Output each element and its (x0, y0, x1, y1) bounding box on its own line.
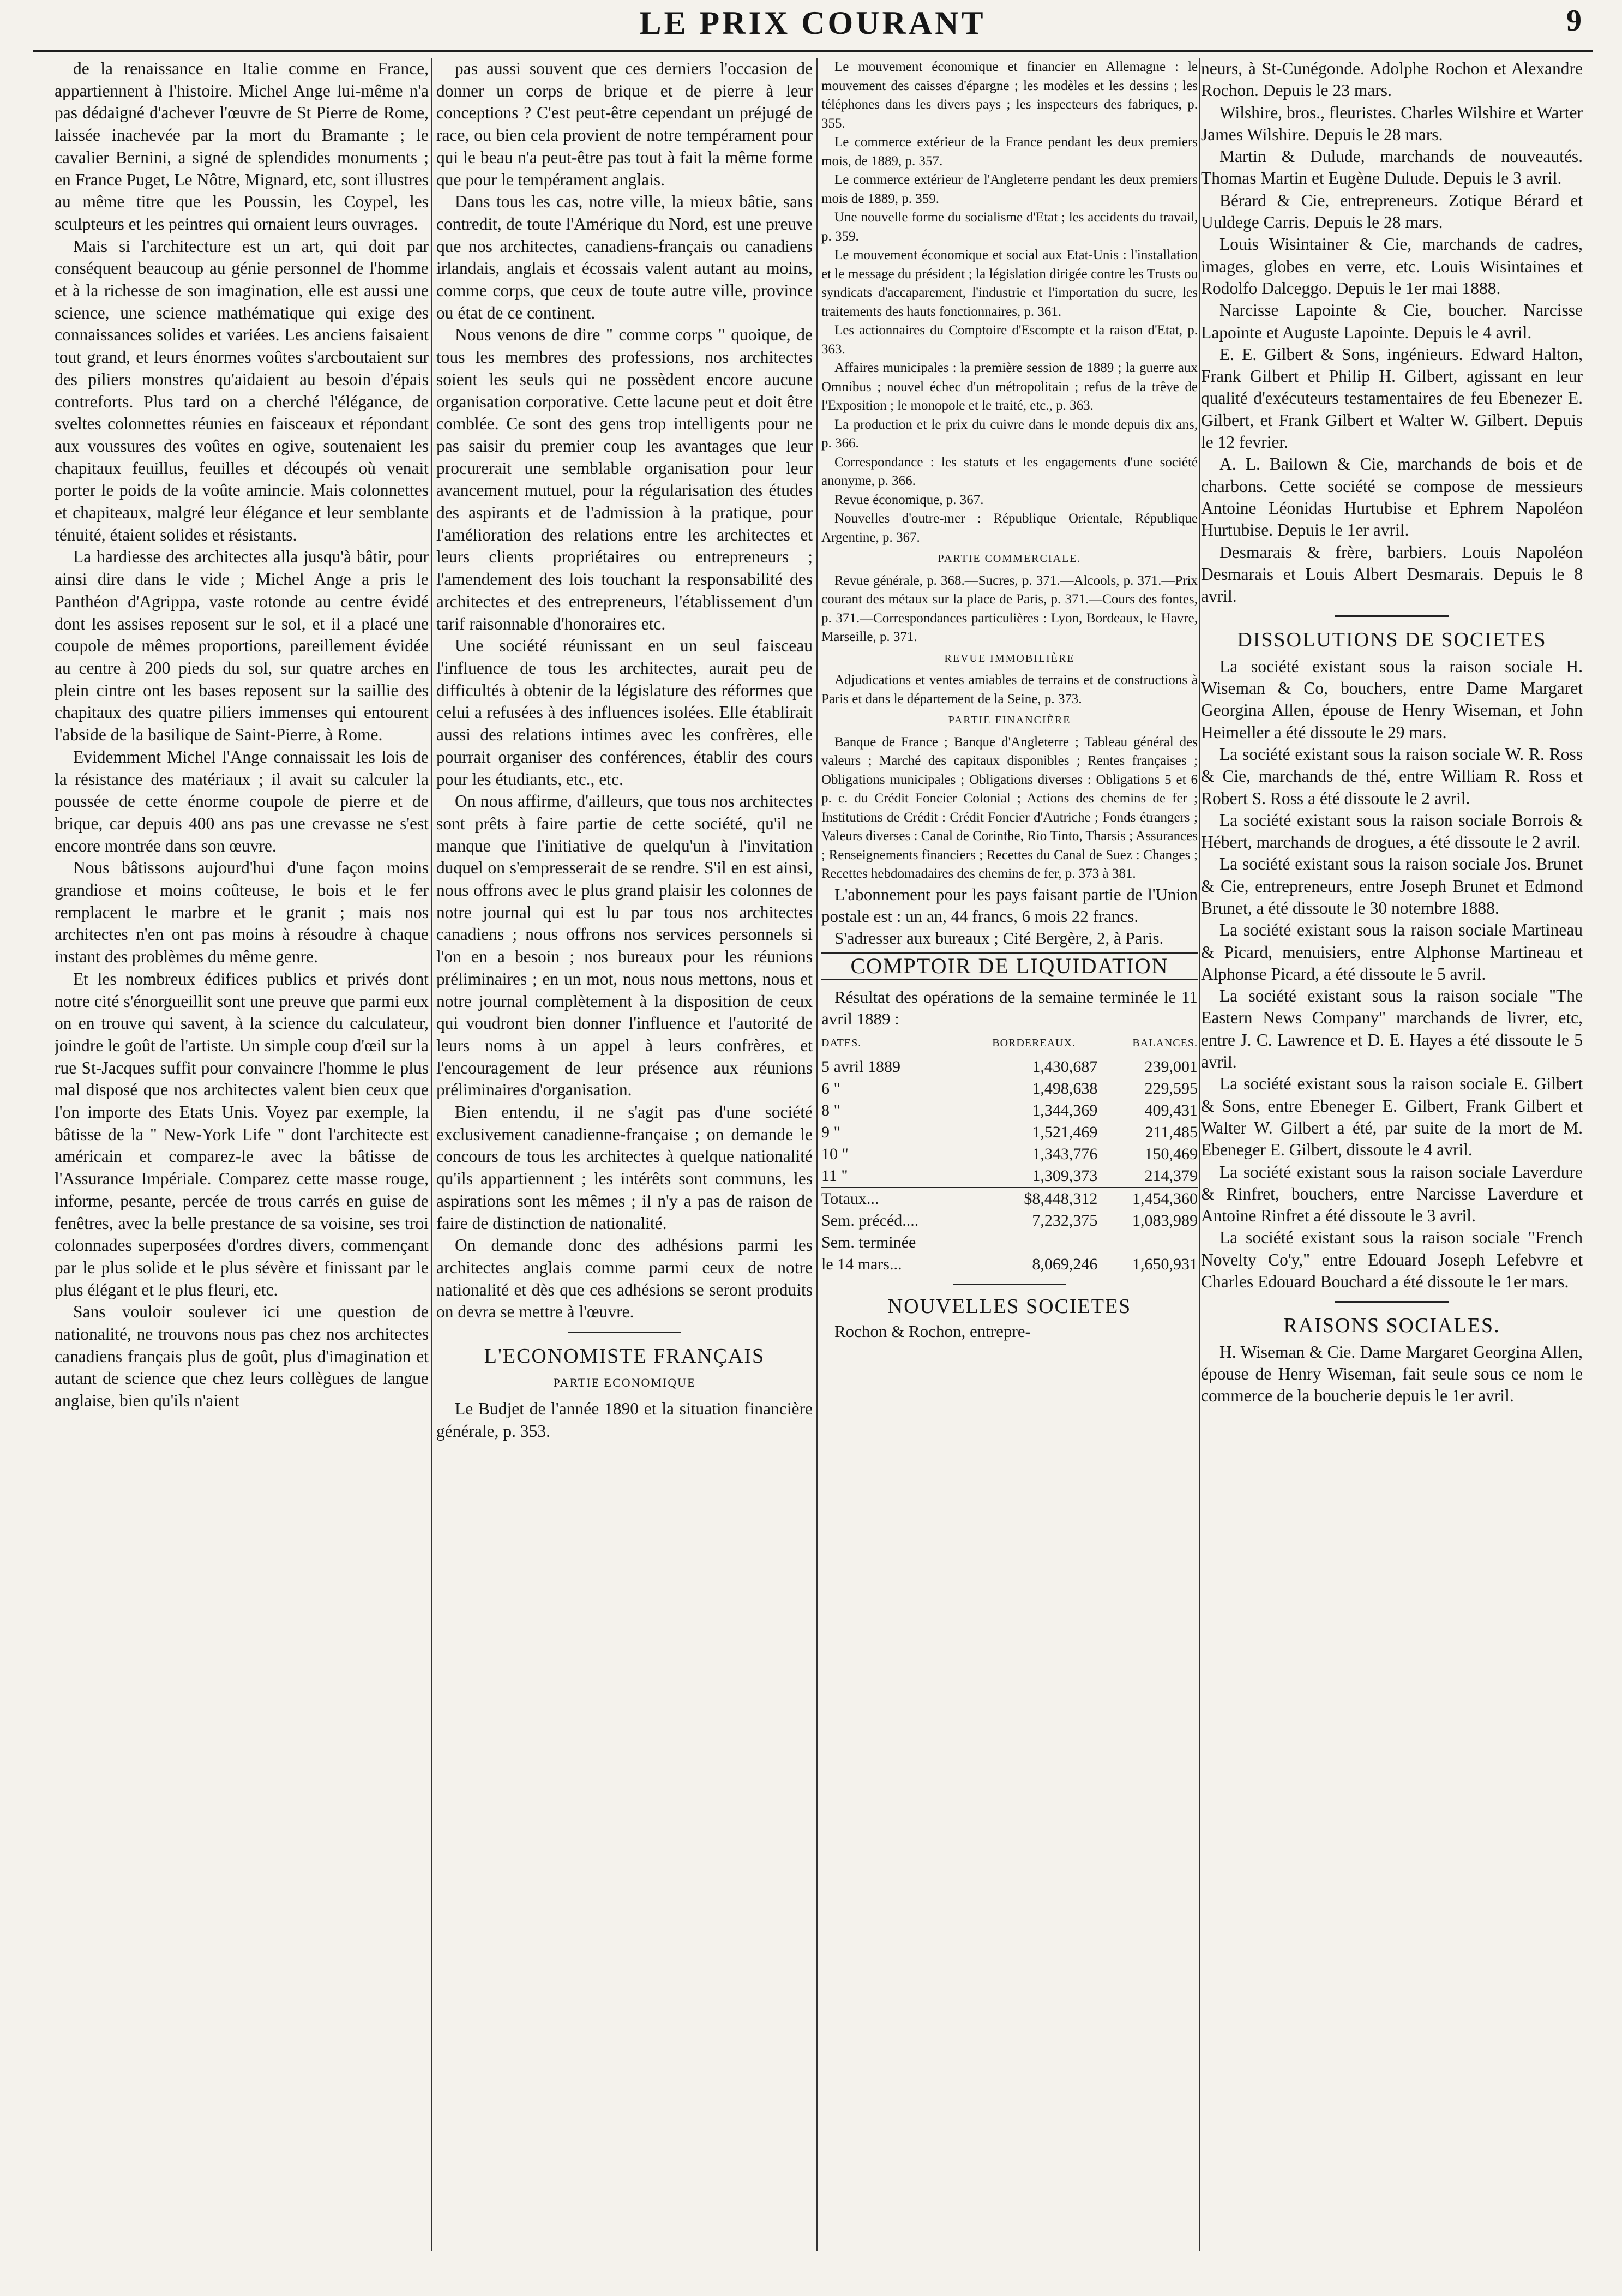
column-rule (1199, 58, 1200, 2251)
dissolution-item: La société existant sous la raison sociale W. R. Ross & Cie, marchands de thé, entre William R. Ross et Robert S. Ross a été dissoute le 2 avril. (1201, 744, 1583, 808)
table-cell: 1,521,469 (1032, 1123, 1098, 1141)
table-cell: le 14 mars... (821, 1255, 902, 1273)
article-paragraph: On demande donc des adhésions parmi les architectes anglais comme parmi ceux de notre nationalité et dès que ces adhésions se seront produits on devra se mettre à l'œuvre. (436, 1236, 813, 1322)
article-paragraph: Dans tous les cas, notre ville, la mieux bâtie, sans contredit, de toute l'Amérique du Nord, est une preuve que nos architectes, canadiens-français ou canadiens irlandais, anglais et écossais valent autant au moins, comme corps, que ceux de toute autre ville, province ou état de ce continent. (436, 192, 813, 322)
nouvelle-societe-item: Wilshire, bros., fleuristes. Charles Wilshire et Warter James Wilshire. Depuis le 28 mars. (1201, 103, 1583, 144)
partie-financiere-heading: PARTIE FINANCIÈRE (948, 714, 1071, 726)
summary-item: Banque de France ; Banque d'Angleterre ; Tableau général des valeurs ; Marché des capitaux disponibles ; Rentes françaises ; Obligations municipales ; Obligations diverses : Obligations 5 et 6 p. c. du Crédit Foncier Colonial ; Actions des chemins de fer ; Institutions de Crédit : Crédit Foncier d'Autriche ; Fonds étrangers ; Valeurs diverses : Canal de Corinthe, Rio Tinto, Tharsis ; Assurances ; Renseignements financiers ; Recettes du Canal de Suez : Changes ; Recettes hebdomadaires des chemins de fer, p. 373 à 381. (821, 734, 1198, 881)
revue-immobiliere-heading: REVUE IMMOBILIÈRE (944, 652, 1075, 664)
table-cell: Sem. terminée (821, 1233, 916, 1251)
table-cell: 211,485 (1145, 1123, 1198, 1141)
column-4 (1201, 58, 1583, 2256)
article-paragraph: Nous venons de dire " comme corps " quoique, de tous les membres des professions, nos architectes soient les seuls qui ne possèdent encore aucune organisation corporative. Cette lacune peut et doit être comblée. Ce sont des gens trop intelligents pour ne pas saisir du premier coup les avantages que leur procurerait une semblable organisation pour leur avancement mutuel, pour la régularisation des études des aspirants et de l'admission à la pratique, pour l'amélioration des relations entre les architectes et leurs clients propriétaires ou entrepreneurs ; l'amendement des lois touchant la responsabilité des architectes et des entrepreneurs, l'établissement d'un tarif raisonnable d'honoraires etc. (436, 325, 813, 633)
partie-economique-heading: PARTIE ECONOMIQUE (553, 1375, 696, 1389)
table-row (821, 1078, 1198, 1100)
table-cell: 1,498,638 (1032, 1080, 1098, 1098)
table-row (821, 1143, 1198, 1165)
article-paragraph: Mais si l'architecture est un art, qui doit par conséquent beaucoup au génie personnel de l'homme et à la richesse de son imagination, elle est aussi une science, une science mathématique qui exige des connaissances solides et variées. Les anciens faisaient tout grand, et leurs énormes voûtes s'arcboutaient sur des piliers monstres qu'aidaient au besoin d'épais contreforts. Plus tard on a cherché l'élégance, de sveltes colonnettes réunies en faisceaux et répondant aux voussures des voûtes en ogive, soutenaient les chapitaux feuillus, feuilles et découpés où venait porter le poids de la voûte amincie. Mais colonnettes et chapiteaux, malgré leur élégance et leur semblante ténuité, étaient solides et résistants. (55, 236, 429, 544)
article-paragraph: Une société réunissant en un seul faisceau l'influence de tous les architectes, aurait peu de difficultés à obtenir de la législature des réformes que celui a refusées à des influences isolées. Elle établirait aussi des relations intimes avec les confrères, elle pourrait organiser des conférences, établir des cours pour les étudiants, etc., etc. (436, 636, 813, 789)
table-cell: $8,448,312 (970, 1188, 1098, 1210)
abonnement-text: L'abonnement pour les pays faisant partie de l'Union postale est : un an, 44 francs, 6 mois 22 francs. (821, 884, 1198, 926)
liquidation-table (821, 1030, 1198, 1275)
summary-item: Le commerce extérieur de l'Angleterre pendant les deux premiers mois de 1889, p. 359. (821, 172, 1198, 206)
summary-item: Adjudications et ventes amiables de terrains et de constructions à Paris et dans le département de la Seine, p. 373. (821, 673, 1198, 706)
table-cell: 9 " (821, 1123, 840, 1141)
summary-item: Les actionnaires du Comptoire d'Escompte et la raison d'Etat, p. 363. (821, 323, 1198, 357)
table-cell: 239,001 (1144, 1058, 1198, 1076)
column-1 (55, 58, 429, 2256)
nouvelle-societe-item: neurs, à St-Cunégonde. Adolphe Rochon et Alexandre Rochon. Depuis le 23 mars. (1201, 59, 1583, 100)
dissolution-item: La société existant sous la raison sociale Laverdure & Rinfret, bouchers, entre Narcisse Laverdure et Antoine Rinfret a été dissoute le 3 avril. (1201, 1162, 1583, 1226)
dissolution-item: La société existant sous la raison sociale E. Gilbert & Sons, entre Ebeneger E. Gilbert, Frank Gilbert et Walter W. Gilbert a été, par suite de la mort de M. Ebeneger E. Gilbert, dissoute le 4 avril. (1201, 1074, 1583, 1160)
article-paragraph: Bien entendu, il ne s'agit pas d'une société exclusivement canadienne-française ; on demande le concours de tous les architectes à quelque nationalité qu'ils appartiennent ; les intérêts sont communs, les aspirations sont les mêmes ; il n'y a pas de raison de faire de distinction de nationalité. (436, 1102, 813, 1233)
table-cell (1097, 1232, 1198, 1254)
article-paragraph: Evidemment Michel l'Ange connaissait les lois de la résistance des matériaux ; il avait su calculer la poussée de cette énorme coupole de pierre et de brique, car depuis 400 ans pas une crevasse ne s'est encore montrée dans son œuvre. (55, 747, 429, 855)
table-cell: 229,595 (1144, 1080, 1198, 1098)
nouvelle-societe-item: Rochon & Rochon, entrepre- (834, 1321, 1031, 1341)
summary-item: Nouvelles d'outre-mer : République Orientale, République Argentine, p. 367. (821, 511, 1198, 545)
summary-item: Une nouvelle forme du socialisme d'Etat ; les accidents du travail, p. 359. (821, 210, 1198, 244)
nouvelle-societe-item: Narcisse Lapointe & Cie, boucher. Narcisse Lapointe et Auguste Lapointe. Depuis le 4 avril. (1201, 301, 1583, 342)
table-header: BALANCES. (1132, 1037, 1198, 1049)
comptoir-heading: COMPTOIR DE LIQUIDATION (821, 952, 1198, 980)
table-total-row (821, 1210, 1198, 1232)
section-separator (436, 1327, 813, 1338)
nouvelle-societe-item: E. E. Gilbert & Sons, ingénieurs. Edward Halton, Frank Gilbert et Philip H. Gilbert, agissant en leur qualité d'exécuteurs testamentaires de feu Ebenezer E. Gilbert, et Frank Gilbert et Walter W. Gilbert. Depuis le 12 fevrier. (1201, 344, 1583, 452)
comptoir-intro: Résultat des opérations de la semaine terminée le 11 avril 1889 : (821, 987, 1198, 1028)
table-cell: Totaux... (821, 1188, 970, 1210)
nouvelle-societe-item: Bérard & Cie, entrepreneurs. Zotique Bérard et Uuldege Carris. Depuis le 28 mars. (1201, 190, 1583, 232)
table-cell: 1,343,776 (1032, 1145, 1098, 1163)
table-cell: 409,431 (1144, 1101, 1198, 1119)
table-cell: 8,069,246 (1032, 1255, 1098, 1273)
nouvelle-societe-item: Martin & Dulude, marchands de nouveautés. Thomas Martin et Eugène Dulude. Depuis le 3 avril. (1201, 147, 1583, 188)
abonnement-address: S'adresser aux bureaux ; Cité Bergère, 2, à Paris. (834, 928, 1164, 948)
raison-sociale-item: H. Wiseman & Cie. Dame Margaret Georgina Allen, épouse de Henry Wiseman, fait seule sous ce nom le commerce de la boucherie depuis le 1er avril. (1201, 1342, 1583, 1406)
table-cell: 8 " (821, 1101, 840, 1119)
nouvelle-societe-item: Desmarais & frère, barbiers. Louis Napoléon Desmarais et Louis Albert Desmarais. Depuis le 8 avril. (1201, 542, 1583, 606)
economiste-item: Le Budjet de l'année 1890 et la situation financière générale, p. 353. (436, 1399, 813, 1441)
table-cell: 11 " (821, 1167, 848, 1185)
table-cell: 10 " (821, 1145, 849, 1163)
article-paragraph: pas aussi souvent que ces derniers l'occasion de donner un corps de brique et de pierre à leur conceptions ? C'est peut-être cependant un préjugé de race, ou bien cela provient de notre tempérament pour qui le beau n'a peut-être pas tout à fait la même forme que pour le tempérament anglais. (436, 59, 813, 189)
dissolution-item: La société existant sous la raison sociale "The Eastern News Company" marchands de livrer, etc, entre J. C. Lawrence et D. E. Hayes a été dissoute le 5 avril. (1201, 986, 1583, 1072)
table-cell: 1,083,989 (1132, 1212, 1198, 1230)
table-row (821, 1165, 1198, 1188)
article-paragraph: de la renaissance en Italie comme en France, appartiennent à l'histoire. Michel Ange lui-même n'a pas dédaigné d'achever l'œuvre de St Pierre de Rome, laissée inachevée par la mort du Bramante ; le cavalier Bernini, a signé de splendides monuments ; en France Puget, Le Nôtre, Mignard, etc, sont illustres au même titre que les Poussin, les Coypel, les sculpteurs et les peintres qui ornaient leurs ouvrages. (55, 59, 429, 233)
table-row (821, 1100, 1198, 1122)
summary-item: La production et le prix du cuivre dans le monde depuis dix ans, p. 366. (821, 417, 1198, 451)
summary-item: Revue économique, p. 367. (834, 492, 984, 507)
article-paragraph: On nous affirme, d'ailleurs, que tous nos architectes sont prêts à faire partie de cette société, qu'il ne manque que l'initiative de quelqu'un à l'invitation duquel on s'empresserait de se rendre. S'il en est ainsi, nous offrons avec le plus grand plaisir les colonnes de notre journal qui est lu par tous nos architectes canadiens ; nous offrons nos services personnels si l'on en a besoin ; nos bureaux pour les réunions préliminaires ; en un mot, nous nous mettons, nous et notre journal complètement à la disposition de ceux qui voudront bien donner l'influence et l'autorité de leurs noms à un appel à leurs confrères, et l'encouragement de leur présence aux réunions préliminaires d'organisation. (436, 792, 813, 1100)
section-separator (821, 1279, 1198, 1290)
table-cell: 5 avril 1889 (821, 1058, 900, 1076)
table-cell: 214,379 (1144, 1167, 1198, 1185)
article-paragraph: Nous bâtissons aujourd'hui d'une façon moins grandiose et moins coûteuse, le bois et le fer remplacent le marbre et le granit ; mais nos architectes n'en ont pas moins à résoudre à chaque instant des problèmes du même genre. (55, 858, 429, 967)
dissolutions-heading: DISSOLUTIONS DE SOCIETES (1237, 628, 1547, 652)
article-paragraph: Sans vouloir soulever ici une question de nationalité, ne trouvons nous pas chez nos architectes canadiens français plus de goût, plus d'imagination et autant de science que chez leurs collègues de langue anglaise, bien qu'ils n'aient (55, 1302, 429, 1411)
section-separator (1201, 1296, 1583, 1307)
masthead (33, 0, 1593, 52)
dissolution-item: La société existant sous la raison sociale Martineau & Picard, menuisiers, entre Alphonse Martineau et Alphonse Picard, a été dissoute le 5 avril. (1201, 920, 1583, 984)
table-cell: 1,430,687 (1032, 1058, 1098, 1076)
table-cell: 1,309,373 (1032, 1167, 1098, 1185)
table-total-row (821, 1232, 1198, 1254)
section-separator (1201, 610, 1583, 621)
column-2 (436, 58, 813, 2256)
dissolution-item: La société existant sous la raison sociale Borrois & Hébert, marchands de drogues, a été dissoute le 2 avril. (1201, 810, 1583, 852)
nouvelle-societe-item: A. L. Bailown & Cie, marchands de bois et de charbons. Cette société se compose de messieurs Antoine Léonidas Hurtubise et Ephrem Napoléon Hurtubise. Depuis le 1er avril. (1201, 454, 1583, 540)
table-cell: 6 " (821, 1080, 840, 1098)
column-rule (816, 58, 818, 2251)
raisons-sociales-heading: RAISONS SOCIALES. (1283, 1314, 1500, 1338)
nouvelle-societe-item: Louis Wisintainer & Cie, marchands de cadres, images, globes en verre, etc. Louis Wisintaines et Rodolfo Dalceggo. Depuis le 1er mai 1888. (1201, 235, 1583, 298)
dissolution-item: La société existant sous la raison sociale "French Novelty Co'y," entre Edouard Joseph Lefebvre et Charles Edouard Bouchard a été dissoute le 1er mars. (1201, 1228, 1583, 1292)
summary-item: Correspondance : les statuts et les engagements d'une société anonyme, p. 366. (821, 454, 1198, 488)
table-header: BORDEREAUX. (992, 1037, 1076, 1049)
dissolution-item: La société existant sous la raison sociale Jos. Brunet & Cie, entrepreneurs, entre Joseph Brunet et Edmond Brunet, a été dissoute le 30 notembre 1888. (1201, 854, 1583, 918)
dissolution-item: La société existant sous la raison sociale H. Wiseman & Co, bouchers, entre Dame Margaret Georgina Allen, épouse de Henry Wiseman, et John Heimeller a été dissoute le 29 mars. (1201, 656, 1583, 742)
partie-commerciale-heading: PARTIE COMMERCIALE. (938, 553, 1082, 565)
table-row (821, 1056, 1198, 1078)
table-cell: 1,344,369 (1032, 1101, 1098, 1119)
newspaper-title: LE PRIX COURANT (639, 5, 986, 41)
table-cell: 7,232,375 (1032, 1212, 1098, 1230)
table-header: DATES. (821, 1037, 862, 1049)
page-number: 9 (1566, 4, 1582, 38)
table-cell: 1,650,931 (1132, 1255, 1198, 1273)
summary-item: Le mouvement économique et financier en Allemagne : le mouvement des caisses d'épargne ; les modèles et les dessins ; les téléphones dans les divers pays ; les inspecteurs des fabriques, p. 355. (821, 59, 1198, 131)
article-paragraph: Et les nombreux édifices publics et privés dont notre cité s'énorgueillit sont une preuve que parmi eux on en trouve qui savent, à la science du calculateur, joindre le goût de l'artiste. Un simple coup d'œil sur la rue St-Jacques suffit pour convaincre l'homme le plus mal disposé que nos architectes valent bien ceux que l'on importe des Etats Unis. Voyez par exemple, la bâtisse de la " New-York Life " dont l'architecte est américain et comparez-le avec la bâtisse de l'Assurance Impériale. Comparez cette masse rouge, informe, pesante, percée de trous carrés en guise de fenêtres, avec la belle prestance de sa voisine, ses troi colonnades superposées d'ordres divers, commençant par le plus solide et le plus sévère et finissant par le plus élégant et le plus fleuri, etc. (55, 969, 429, 1299)
column-3 (821, 58, 1198, 2256)
column-rule (431, 58, 432, 2251)
summary-item: Affaires municipales : la première session de 1889 ; la guerre aux Omnibus ; nouvel échec d'un métropolitain ; refus de la trêve de l'Exposition ; le monopole et le traité, etc., p. 363. (821, 361, 1198, 413)
table-cell (970, 1232, 1098, 1254)
summary-item: Revue générale, p. 368.—Sucres, p. 371.—Alcools, p. 371.—Prix courant des métaux sur la place de Paris, p. 371.—Cours des fontes, p. 371.—Correspondances particulières : Lyon, Bordeaux, le Havre, Marseille, p. 371. (821, 573, 1198, 644)
table-row (821, 1122, 1198, 1143)
table-total-row (821, 1254, 1198, 1275)
table-cell: Sem. précéd.... (821, 1212, 919, 1230)
nouvelles-societes-heading: NOUVELLES SOCIETES (887, 1295, 1132, 1318)
article-paragraph: La hardiesse des architectes alla jusqu'à bâtir, pour ainsi dire dans le vide ; Michel Ange a pris le Panthéon d'Agrippa, vaste rotonde au centre évidé dont les assises reposent sur le sol, et il a placé une coupole de mêmes proportions, pareillement évidée au centre à 200 pieds du sol, sur quatre arches en plein cintre ont les bases reposent sur la saillie des chapitaux des quatre piliers immenses qui entourent l'abside de la basilique de Saint-Pierre, à Rome. (55, 547, 429, 745)
economiste-heading: L'ECONOMISTE FRANÇAIS (484, 1345, 765, 1368)
summary-item: Le mouvement économique et social aux Etat-Unis : l'installation et le message du président ; la législation dirigée contre les Trusts ou syndicats d'accaparement, l'industrie et l'importation du sucre, les traitements des hauts fonctionnaires, p. 361. (821, 248, 1198, 319)
summary-item: Le commerce extérieur de la France pendant les deux premiers mois, de 1889, p. 357. (821, 135, 1198, 169)
table-cell: 1,454,360 (1097, 1188, 1198, 1210)
table-total-row (821, 1188, 1198, 1210)
table-cell: 150,469 (1144, 1145, 1198, 1163)
